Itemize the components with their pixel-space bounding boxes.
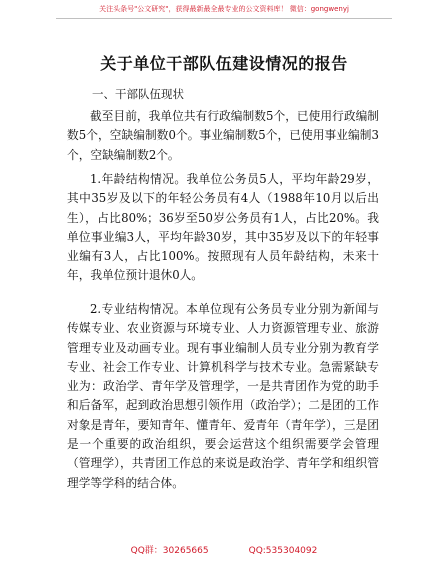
- paragraph-age-structure: 1.年龄结构情况。我单位公务员5人，平均年龄29岁，其中35岁及以下的年轻公务员有4人（1988年10月以后出生），占比80%；36岁至50岁公务员有1人，占比20%。我单位事业编3人，平均年龄30岁，其中35岁及以下的年轻事业编有3人，占比100%。按照现有人员年龄结构，未来十年，我单位预计退休0人。: [67, 172, 379, 283]
- paragraph-major-structure: 2.专业结构情况。本单位现有公务员专业分别为新闻与传媒专业、农业资源与环境专业、人力资源管理专业、旅游管理专业及动画专业。现有事业编制人员专业分别为教育学专业、社会工作专业、计算机科学与技术专业。急需紧缺专业为：政治学、青年学及管理学，一是共青团作为党的助手和后备军，起到政治思想引领作用（政治学）；二是团的工作对象是青年，要知青年、懂青年、爱青年（青年学），三是团是一个重要的政治组织，要会运营这个组织需要学会管理（管理学），共青团工作总的来说是政治学、青年学和组织管理学等学科的结合体。: [67, 302, 379, 490]
- section-heading: 一、干部队伍现状: [92, 87, 184, 101]
- paragraph-staffing: 截至目前，我单位共有行政编制数5个，已使用行政编制数5个，空缺编制数0个。事业编制数5个，已使用事业编制3个，空缺编制数2个。: [67, 109, 379, 162]
- document-title: 关于单位干部队伍建设情况的报告: [100, 54, 348, 73]
- footer-qq: QQ:535304092: [248, 546, 318, 556]
- footer-contact: [0, 543, 448, 556]
- footer-qq-group: QQ群：30265665: [130, 546, 209, 556]
- promo-banner: 关注头条号"公文研究"，获得最新最全最专业的公文资料库！ 微信：gongwenyj: [99, 5, 349, 13]
- header-divider: [56, 18, 392, 19]
